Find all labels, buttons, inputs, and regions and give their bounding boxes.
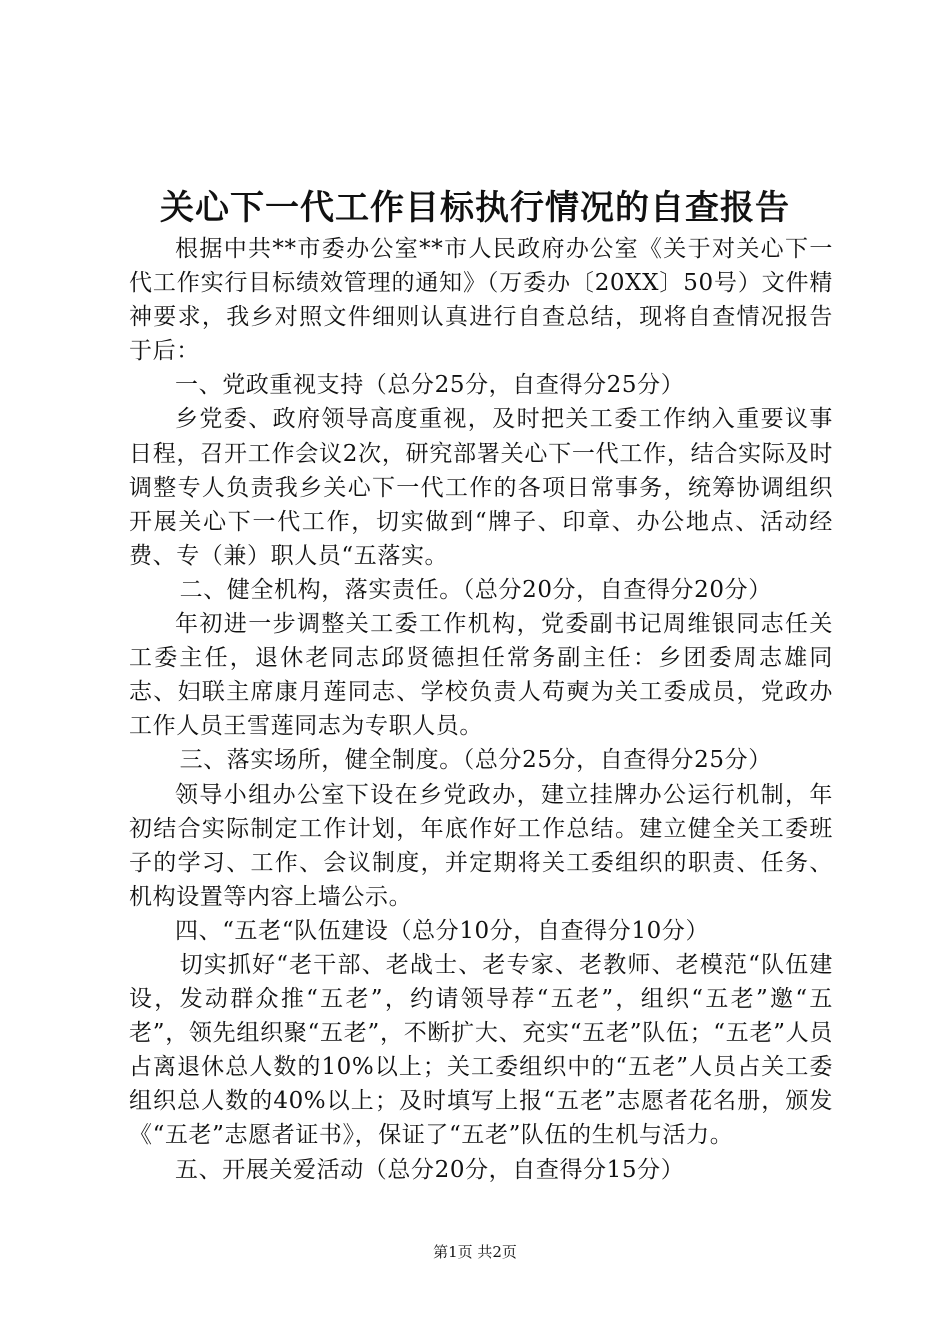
intro-paragraph: 根据中共**市委办公室**市人民政府办公室《关于对关心下一代工作实行目标绩效管理的通知》（万委办〔20XX〕50号）文件精神要求，我乡对照文件细则认真进行自查总结，现将自查情况报告于后： bbox=[129, 236, 833, 365]
document-title: 关心下一代工作目标执行情况的自查报告 bbox=[160, 188, 790, 228]
section-heading-4: 四、“五老“队伍建设（总分10分，自查得分10分） bbox=[175, 917, 710, 944]
page-footer: 第1页 共2页 bbox=[433, 1243, 517, 1261]
section-paragraph-2: 年初进一步调整关工委工作机构，党委副书记周维银同志任关工委主任，退休老同志邱贤德担任常务副主任：乡团委周志雄同志、妇联主席康月莲同志、学校负责人苟奭为关工委成员，党政办工作人员王雪莲同志为专职人员。 bbox=[129, 611, 833, 740]
section-heading-2: 二、健全机构，落实责任。（总分20分，自查得分20分） bbox=[179, 576, 772, 603]
document-body bbox=[129, 232, 833, 1187]
section-heading-3: 三、落实场所，健全制度。（总分25分，自查得分25分） bbox=[179, 747, 772, 774]
section-paragraph-4: 切实抓好“老干部、老战士、老专家、老教师、老模范“队伍建设，发动群众推“五老”，约请领导荐“五老”，组织“五老”邀“五老”，领先组织聚“五老”，不断扩大、充实“五老”队伍；“五老”人员占离退休总人数的10%以上；关工委组织中的“五老”人员占关工委组织总人数的40%以上；及时填写上报“五老”志愿者花名册，颁发《“五老”志愿者证书》，保证了“五老”队伍的生机与活力。 bbox=[129, 951, 833, 1149]
section-paragraph-3: 领导小组办公室下设在乡党政办，建立挂牌办公运行机制，年初结合实际制定工作计划，年底作好工作总结。建立健全关工委班子的学习、工作、会议制度，并定期将关工委组织的职责、任务、机构设置等内容上墙公示。 bbox=[129, 781, 833, 910]
section-heading-1: 一、党政重视支持（总分25分，自查得分25分） bbox=[175, 372, 685, 399]
section-paragraph-1: 乡党委、政府领导高度重视，及时把关工委工作纳入重要议事日程，召开工作会议2次，研究部署关心下一代工作，结合实际及时调整专人负责我乡关心下一代工作的各项日常事务，统筹协调组织开展关心下一代工作，切实做到“牌子、印章、办公地点、活动经费、专（兼）职人员“五落实。 bbox=[129, 406, 833, 569]
section-heading-5: 五、开展关爱活动（总分20分，自查得分15分） bbox=[175, 1156, 685, 1183]
